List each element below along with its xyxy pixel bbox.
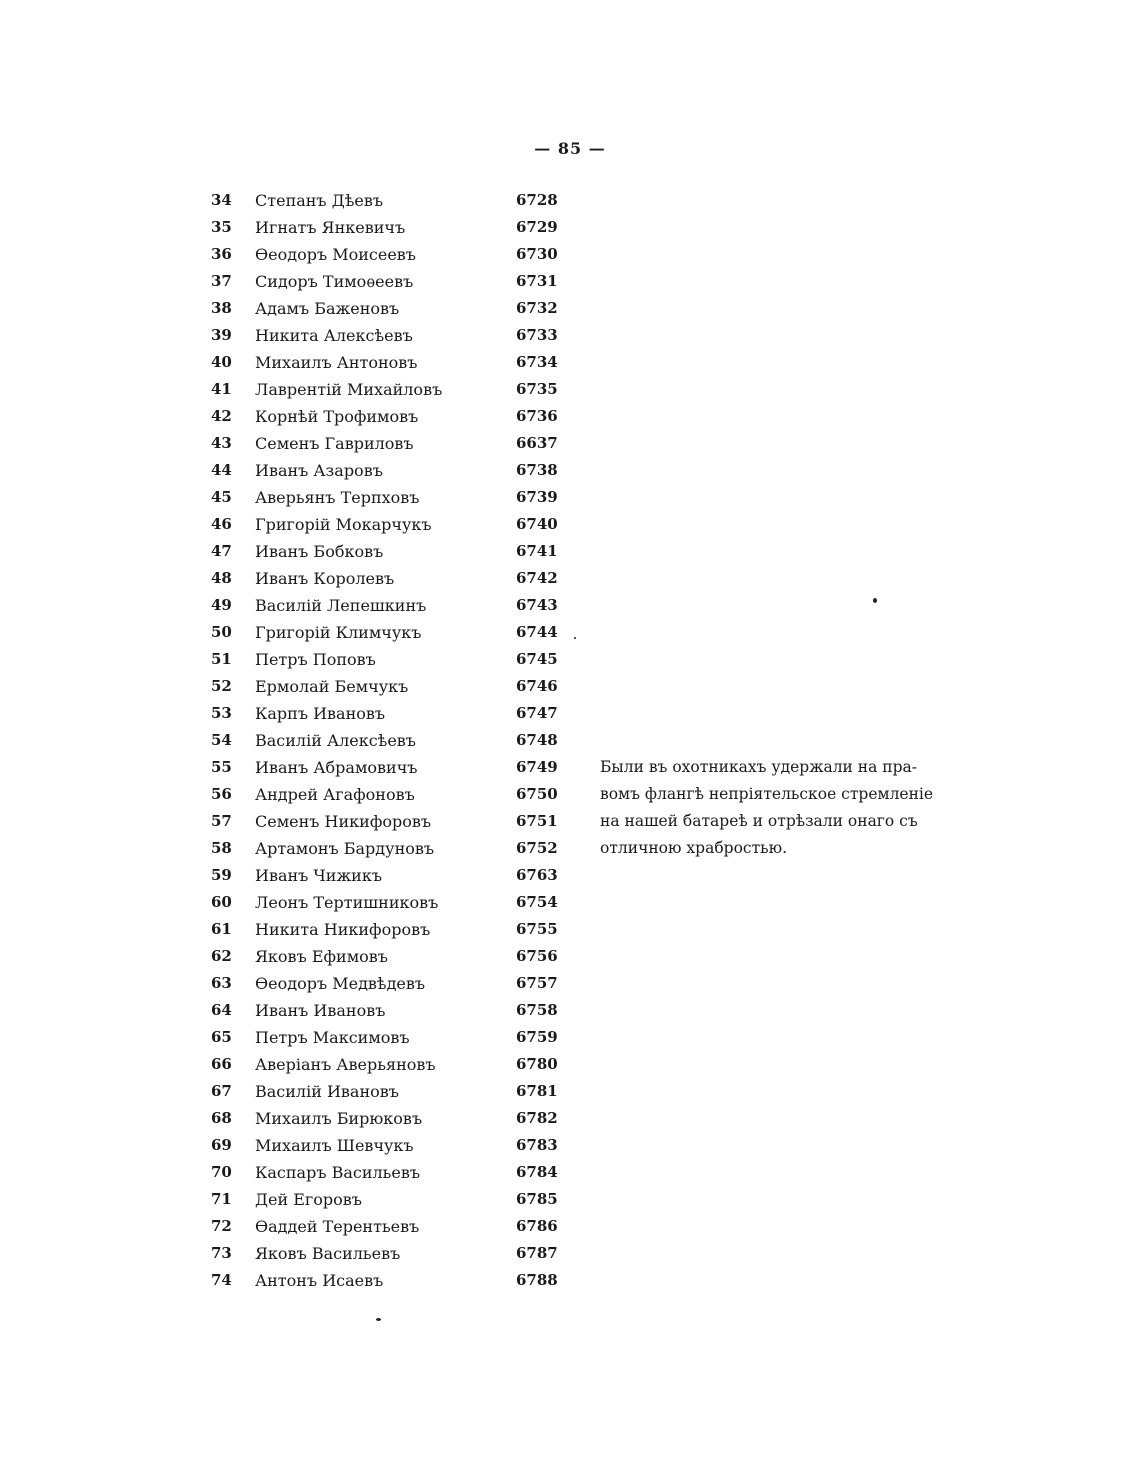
roster-row (0, 997, 600, 1024)
roster-row (0, 457, 600, 484)
soldier-name: Каспаръ Васильевъ (255, 1163, 421, 1182)
roster-row (0, 241, 600, 268)
soldier-name: Семенъ Гавриловъ (255, 434, 414, 453)
remarks-line: на нашей батареѣ и отрѣзали онаго съ (600, 812, 918, 830)
registry-number: 6736 (516, 407, 558, 425)
registry-number: 6782 (516, 1109, 558, 1127)
soldier-name: Андрей Агафоновъ (255, 785, 415, 804)
soldier-name: Григорій Климчукъ (255, 623, 422, 642)
registry-number: 6785 (516, 1190, 558, 1208)
roster-row (0, 835, 600, 862)
row-number: 70 (211, 1163, 232, 1181)
registry-number: 6751 (516, 812, 558, 830)
registry-number: 6755 (516, 920, 558, 938)
roster-row (0, 916, 600, 943)
roster-row (0, 322, 600, 349)
registry-number: 6732 (516, 299, 558, 317)
roster-row (0, 268, 600, 295)
roster-row (0, 1213, 600, 1240)
soldier-name: Иванъ Бобковъ (255, 542, 384, 561)
ink-speck (574, 637, 576, 639)
registry-number: 6731 (516, 272, 558, 290)
registry-number: 6759 (516, 1028, 558, 1046)
row-number: 60 (211, 893, 232, 911)
soldier-name: Сидоръ Тимоѳеевъ (255, 272, 414, 291)
registry-number: 6728 (516, 191, 558, 209)
registry-number: 6788 (516, 1271, 558, 1289)
soldier-name: Аверіанъ Аверьяновъ (255, 1055, 436, 1074)
roster-row (0, 1186, 600, 1213)
soldier-name: Степанъ Дѣевъ (255, 191, 384, 210)
soldier-name: Артамонъ Бардуновъ (255, 839, 435, 858)
registry-number: 6733 (516, 326, 558, 344)
registry-number: 6784 (516, 1163, 558, 1181)
row-number: 66 (211, 1055, 232, 1073)
roster-row (0, 970, 600, 997)
registry-number: 6744 (516, 623, 558, 641)
registry-number: 6741 (516, 542, 558, 560)
registry-number: 6637 (516, 434, 558, 452)
row-number: 40 (211, 353, 232, 371)
row-number: 46 (211, 515, 232, 533)
registry-number: 6739 (516, 488, 558, 506)
soldier-name: Яковъ Ефимовъ (255, 947, 388, 966)
page-number: — 85 — (534, 139, 606, 158)
soldier-name: Өаддей Терентьевъ (255, 1217, 420, 1236)
soldier-name: Василій Ивановъ (255, 1082, 399, 1101)
roster-row (0, 1159, 600, 1186)
roster-row (0, 592, 600, 619)
row-number: 62 (211, 947, 232, 965)
registry-number: 6735 (516, 380, 558, 398)
roster-row (0, 187, 600, 214)
roster-row (0, 403, 600, 430)
remarks-line: вомъ флангѣ непріятельское стремленіе (600, 785, 934, 803)
registry-number: 6757 (516, 974, 558, 992)
soldier-name: Никита Никифоровъ (255, 920, 431, 939)
soldier-name: Аверьянъ Терпховъ (255, 488, 420, 507)
soldier-name: Михаилъ Антоновъ (255, 353, 418, 372)
soldier-name: Иванъ Чижикъ (255, 866, 383, 885)
soldier-name: Дей Егоровъ (255, 1190, 362, 1209)
soldier-name: Петръ Максимовъ (255, 1028, 410, 1047)
row-number: 61 (211, 920, 232, 938)
registry-number: 6787 (516, 1244, 558, 1262)
row-number: 51 (211, 650, 232, 668)
soldier-name: Корнѣй Трофимовъ (255, 407, 419, 426)
roster-row (0, 295, 600, 322)
roster-row (0, 430, 600, 457)
ink-speck (376, 1318, 381, 1321)
roster-row (0, 808, 600, 835)
roster-list (0, 187, 600, 1294)
row-number: 67 (211, 1082, 232, 1100)
soldier-name: Лаврентій Михайловъ (255, 380, 443, 399)
roster-row (0, 1078, 600, 1105)
remarks-line: отличною храбростью. (600, 839, 788, 857)
roster-row (0, 646, 600, 673)
soldier-name: Григорій Мокарчукъ (255, 515, 432, 534)
registry-number: 6745 (516, 650, 558, 668)
soldier-name: Михаилъ Бирюковъ (255, 1109, 423, 1128)
roster-row (0, 862, 600, 889)
registry-number: 6743 (516, 596, 558, 614)
row-number: 58 (211, 839, 232, 857)
registry-number: 6786 (516, 1217, 558, 1235)
row-number: 73 (211, 1244, 232, 1262)
registry-number: 6730 (516, 245, 558, 263)
soldier-name: Ермолай Бемчукъ (255, 677, 409, 696)
row-number: 71 (211, 1190, 232, 1208)
registry-number: 6746 (516, 677, 558, 695)
roster-row (0, 1105, 600, 1132)
row-number: 56 (211, 785, 232, 803)
roster-row (0, 565, 600, 592)
registry-number: 6742 (516, 569, 558, 587)
soldier-name: Василій Лепешкинъ (255, 596, 427, 615)
row-number: 45 (211, 488, 232, 506)
row-number: 34 (211, 191, 232, 209)
registry-number: 6740 (516, 515, 558, 533)
registry-number: 6749 (516, 758, 558, 776)
row-number: 57 (211, 812, 232, 830)
soldier-name: Антонъ Исаевъ (255, 1271, 384, 1290)
roster-row (0, 214, 600, 241)
roster-row (0, 727, 600, 754)
registry-number: 6780 (516, 1055, 558, 1073)
registry-number: 6754 (516, 893, 558, 911)
roster-row (0, 943, 600, 970)
roster-row (0, 349, 600, 376)
roster-row (0, 781, 600, 808)
registry-number: 6738 (516, 461, 558, 479)
row-number: 36 (211, 245, 232, 263)
row-number: 69 (211, 1136, 232, 1154)
roster-row (0, 1024, 600, 1051)
roster-row (0, 1132, 600, 1159)
row-number: 49 (211, 596, 232, 614)
soldier-name: Иванъ Королевъ (255, 569, 395, 588)
registry-number: 6756 (516, 947, 558, 965)
remarks-note (600, 754, 934, 862)
registry-number: 6783 (516, 1136, 558, 1154)
row-number: 65 (211, 1028, 232, 1046)
row-number: 64 (211, 1001, 232, 1019)
soldier-name: Петръ Поповъ (255, 650, 376, 669)
registry-number: 6750 (516, 785, 558, 803)
row-number: 38 (211, 299, 232, 317)
row-number: 35 (211, 218, 232, 236)
soldier-name: Иванъ Ивановъ (255, 1001, 386, 1020)
row-number: 44 (211, 461, 232, 479)
row-number: 63 (211, 974, 232, 992)
ink-speck (873, 598, 877, 603)
roster-row (0, 754, 600, 781)
registry-number: 6752 (516, 839, 558, 857)
roster-row (0, 889, 600, 916)
row-number: 52 (211, 677, 232, 695)
soldier-name: Иванъ Абрамовичъ (255, 758, 418, 777)
row-number: 53 (211, 704, 232, 722)
roster-row (0, 1267, 600, 1294)
soldier-name: Адамъ Баженовъ (255, 299, 400, 318)
row-number: 55 (211, 758, 232, 776)
row-number: 68 (211, 1109, 232, 1127)
row-number: 47 (211, 542, 232, 560)
registry-number: 6729 (516, 218, 558, 236)
roster-row (0, 511, 600, 538)
row-number: 54 (211, 731, 232, 749)
soldier-name: Карпъ Ивановъ (255, 704, 386, 723)
registry-number: 6748 (516, 731, 558, 749)
soldier-name: Өеодоръ Медвѣдевъ (255, 974, 426, 993)
row-number: 39 (211, 326, 232, 344)
row-number: 50 (211, 623, 232, 641)
soldier-name: Игнатъ Янкевичъ (255, 218, 406, 237)
registry-number: 6758 (516, 1001, 558, 1019)
registry-number: 6781 (516, 1082, 558, 1100)
soldier-name: Өеодоръ Моисеевъ (255, 245, 416, 264)
soldier-name: Иванъ Азаровъ (255, 461, 383, 480)
soldier-name: Яковъ Васильевъ (255, 1244, 401, 1263)
roster-row (0, 376, 600, 403)
registry-number: 6747 (516, 704, 558, 722)
row-number: 42 (211, 407, 232, 425)
soldier-name: Семенъ Никифоровъ (255, 812, 432, 831)
roster-row (0, 700, 600, 727)
row-number: 43 (211, 434, 232, 452)
row-number: 59 (211, 866, 232, 884)
row-number: 72 (211, 1217, 232, 1235)
soldier-name: Василій Алексѣевъ (255, 731, 416, 750)
roster-row (0, 484, 600, 511)
row-number: 37 (211, 272, 232, 290)
roster-row (0, 619, 600, 646)
registry-number: 6763 (516, 866, 558, 884)
row-number: 74 (211, 1271, 232, 1289)
roster-row (0, 538, 600, 565)
row-number: 41 (211, 380, 232, 398)
roster-row (0, 673, 600, 700)
registry-number: 6734 (516, 353, 558, 371)
roster-row (0, 1051, 600, 1078)
remarks-line: Были въ охотникахъ удержали на пра- (600, 758, 918, 776)
roster-row (0, 1240, 600, 1267)
soldier-name: Никита Алексѣевъ (255, 326, 413, 345)
row-number: 48 (211, 569, 232, 587)
soldier-name: Михаилъ Шевчукъ (255, 1136, 414, 1155)
soldier-name: Леонъ Тертишниковъ (255, 893, 439, 912)
